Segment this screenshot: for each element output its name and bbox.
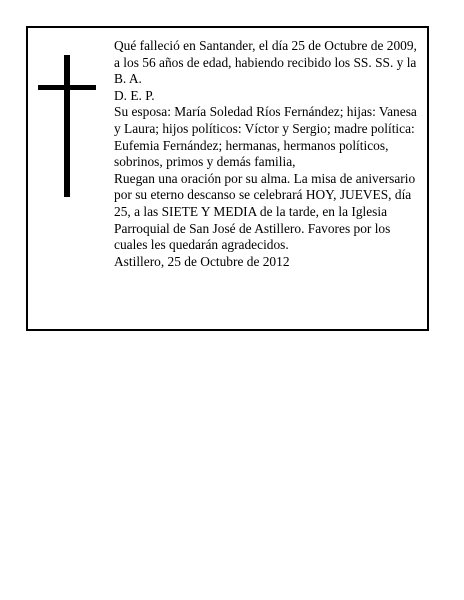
obituary-text [114,38,422,270]
cross-vertical-bar [64,55,70,197]
rip-line: D. E. P. [114,87,155,103]
cross-horizontal-bar [38,85,96,90]
announcement-paragraph: Qué falleció en Santander, el día 25 de Octubre de 2009, a los 56 años de edad, habiendo recibido los SS. SS. y la B. A. [114,38,417,87]
place-date-line: Astillero, 25 de Octubre de 2012 [114,253,290,269]
family-paragraph: Su esposa: María Soledad Ríos Fernández; hijas: Vanesa y Laura; hijos políticos: Víctor y Sergio; madre política: Eufemia Fernández; hermanas, hermanos políticos, sobrinos, primos y demás familia, [114,104,417,170]
request-paragraph: Ruegan una oración por su alma. La misa de aniversario por su eterno descanso se celebrará HOY, JUEVES, día 25, a las SIETE Y MEDIA de la tarde, en la Iglesia Parroquial de San José de Astillero. Favores por los cuales les quedarán agradecidos. [114,170,416,253]
